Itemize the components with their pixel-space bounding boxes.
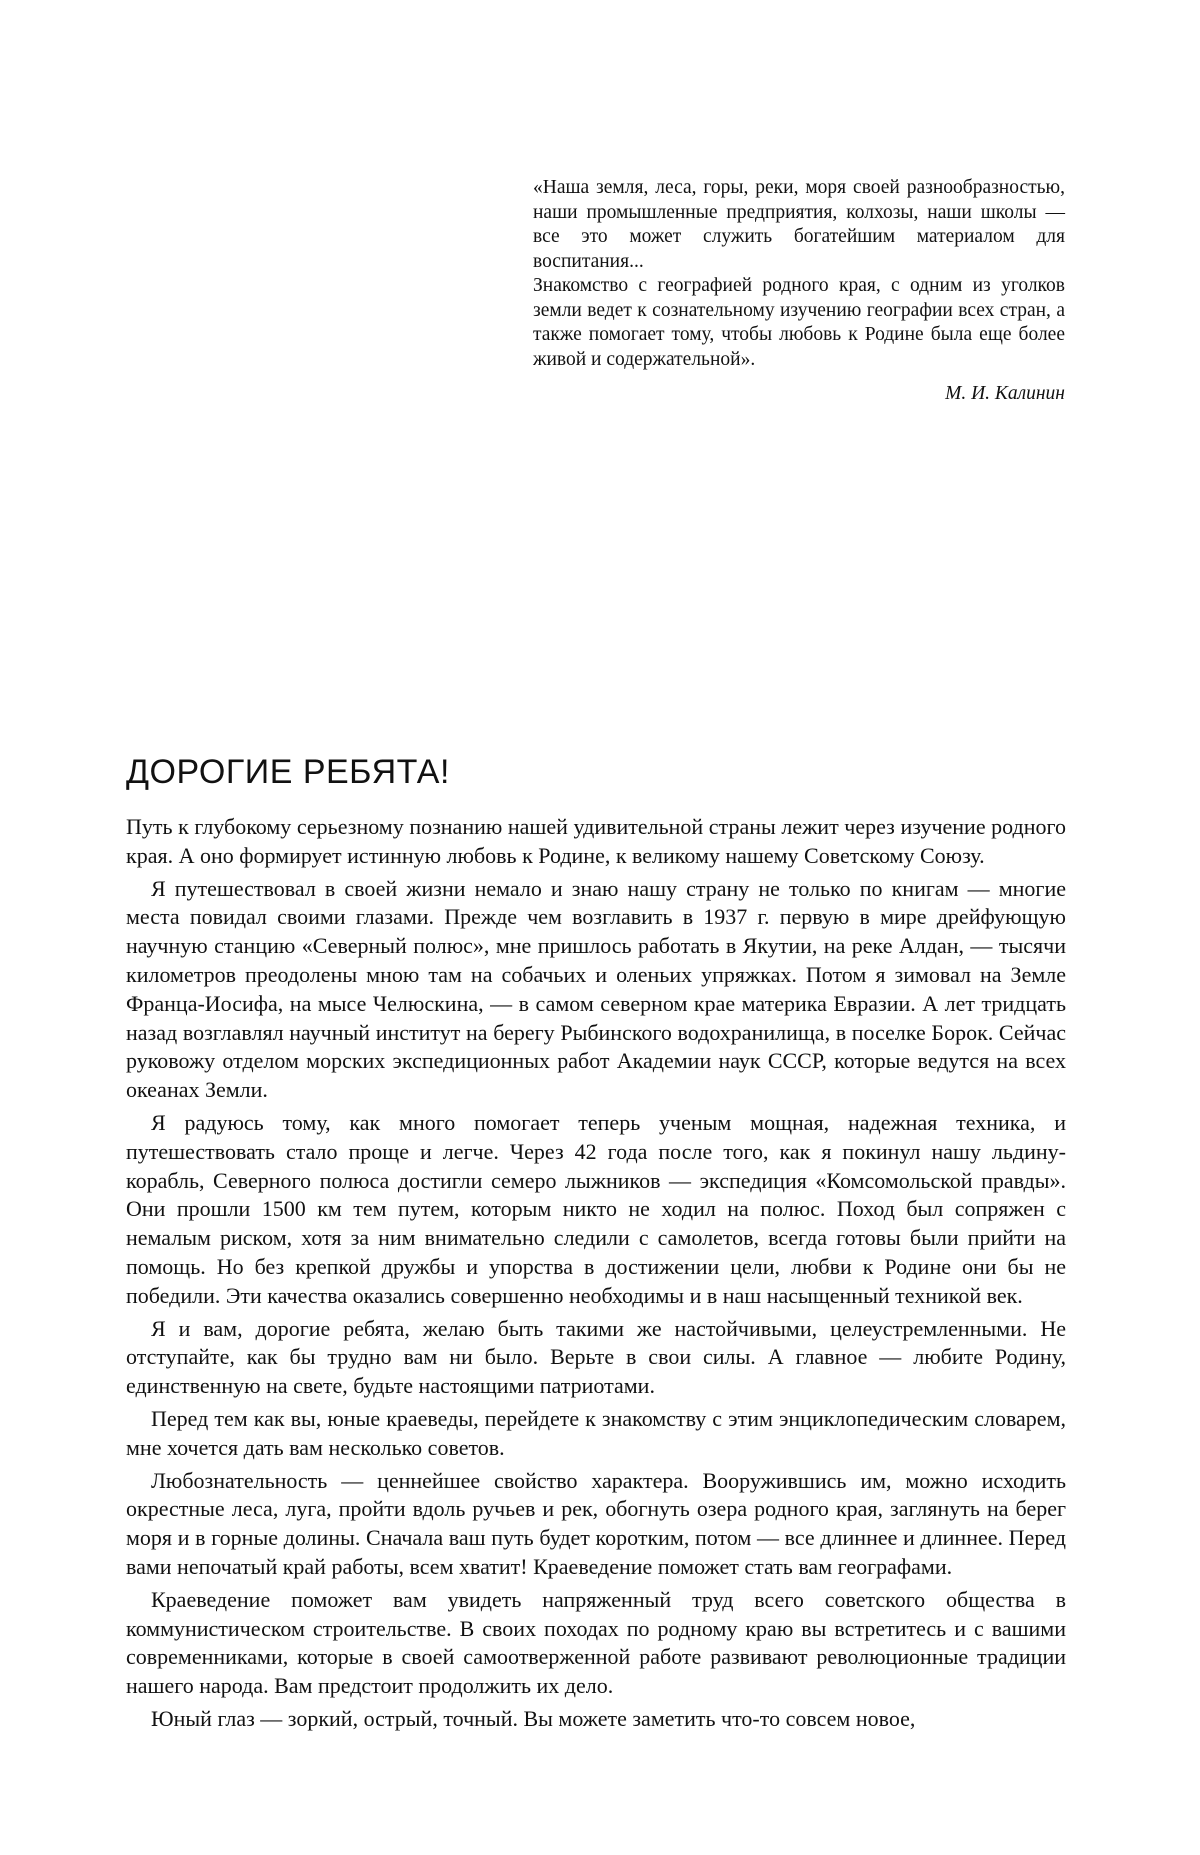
paragraph-2: Я путешествовал в своей жизни немало и знаю нашу страну не только по книгам — многие места повидал своими глазами. Прежде чем возглавить в 1937 г. первую в мире дрейфующую научную станцию «Северный полюс», мне пришлось работать в Якутии, на реке Алдан, — тысячи километров преодолены мною там на собачьих и оленьих упряжках. Потом я зимовал на Земле Франца-Иосифа, на мысе Челюскина, — в самом северном крае материка Евразии. А лет тридцать назад возглавлял научный институт на берегу Рыбинского водохранилища, в поселке Борок. Сейчас руковожу отделом морских экспедиционных работ Академии наук СССР, которые ведутся на всех океанах Земли. (126, 875, 1066, 1105)
paragraph-1: Путь к глубокому серьезному познанию нашей удивительной страны лежит через изучение родного края. А оно формирует истинную любовь к Родине, к великому нашему Советскому Союзу. (126, 813, 1066, 871)
paragraph-4: Я и вам, дорогие ребята, желаю быть такими же настойчивыми, целеустремленными. Не отступайте, как бы трудно вам ни было. Верьте в свои силы. А главное — любите Родину, единственную на свете, будьте настоящими патриотами. (126, 1315, 1066, 1401)
page-heading: ДОРОГИЕ РЕБЯТА! (126, 752, 450, 792)
paragraph-7: Краеведение поможет вам увидеть напряженный труд всего советского общества в коммунистическом строительстве. В своих походах по родному краю вы встретитесь и с вашими современниками, которые в своей самоотверженной работе развивают революционные традиции нашего народа. Вам предстоит продолжить их дело. (126, 1586, 1066, 1701)
paragraph-6: Любознательность — ценнейшее свойство характера. Вооружившись им, можно исходить окрестные леса, луга, пройти вдоль ручьев и рек, обогнуть озера родного края, заглянуть на берег моря и в горные долины. Сначала ваш путь будет коротким, потом — все длиннее и длиннее. Перед вами непочатый край работы, всем хватит! Краеведение поможет стать вам географами. (126, 1467, 1066, 1582)
paragraph-8: Юный глаз — зоркий, острый, точный. Вы можете заметить что-то совсем новое, (126, 1705, 1066, 1734)
epigraph-paragraph-2: Знакомство с географией родного края, с одним из уголков земли ведет к сознательному изучению географии всех стран, а также помогает тому, чтобы любовь к Родине была еще более живой и содержательной». (533, 274, 1065, 372)
epigraph (533, 176, 1065, 407)
epigraph-author: М. И. Калинин (533, 382, 1065, 407)
paragraph-5: Перед тем как вы, юные краеведы, перейдете к знакомству с этим энциклопедическим словарем, мне хочется дать вам несколько советов. (126, 1405, 1066, 1463)
body-text (126, 813, 1066, 1738)
paragraph-3: Я радуюсь тому, как много помогает теперь ученым мощная, надежная техника, и путешествовать стало проще и легче. Через 42 года после того, как я покинул нашу льдину-корабль, Северного полюса достигли семеро лыжников — экспедиция «Комсомольской правды». Они прошли 1500 км тем путем, которым никто не ходил на полюс. Поход был сопряжен с немалым риском, хотя за ним внимательно следили с самолетов, всегда готовы были прийти на помощь. Но без крепкой дружбы и упорства в достижении цели, любви к Родине они бы не победили. Эти качества оказались совершенно необходимы и в наш насыщенный техникой век. (126, 1109, 1066, 1311)
epigraph-paragraph-1: «Наша земля, леса, горы, реки, моря своей разнообразностью, наши промышленные предприятия, колхозы, наши школы — все это может служить богатейшим материалом для воспитания... (533, 176, 1065, 274)
